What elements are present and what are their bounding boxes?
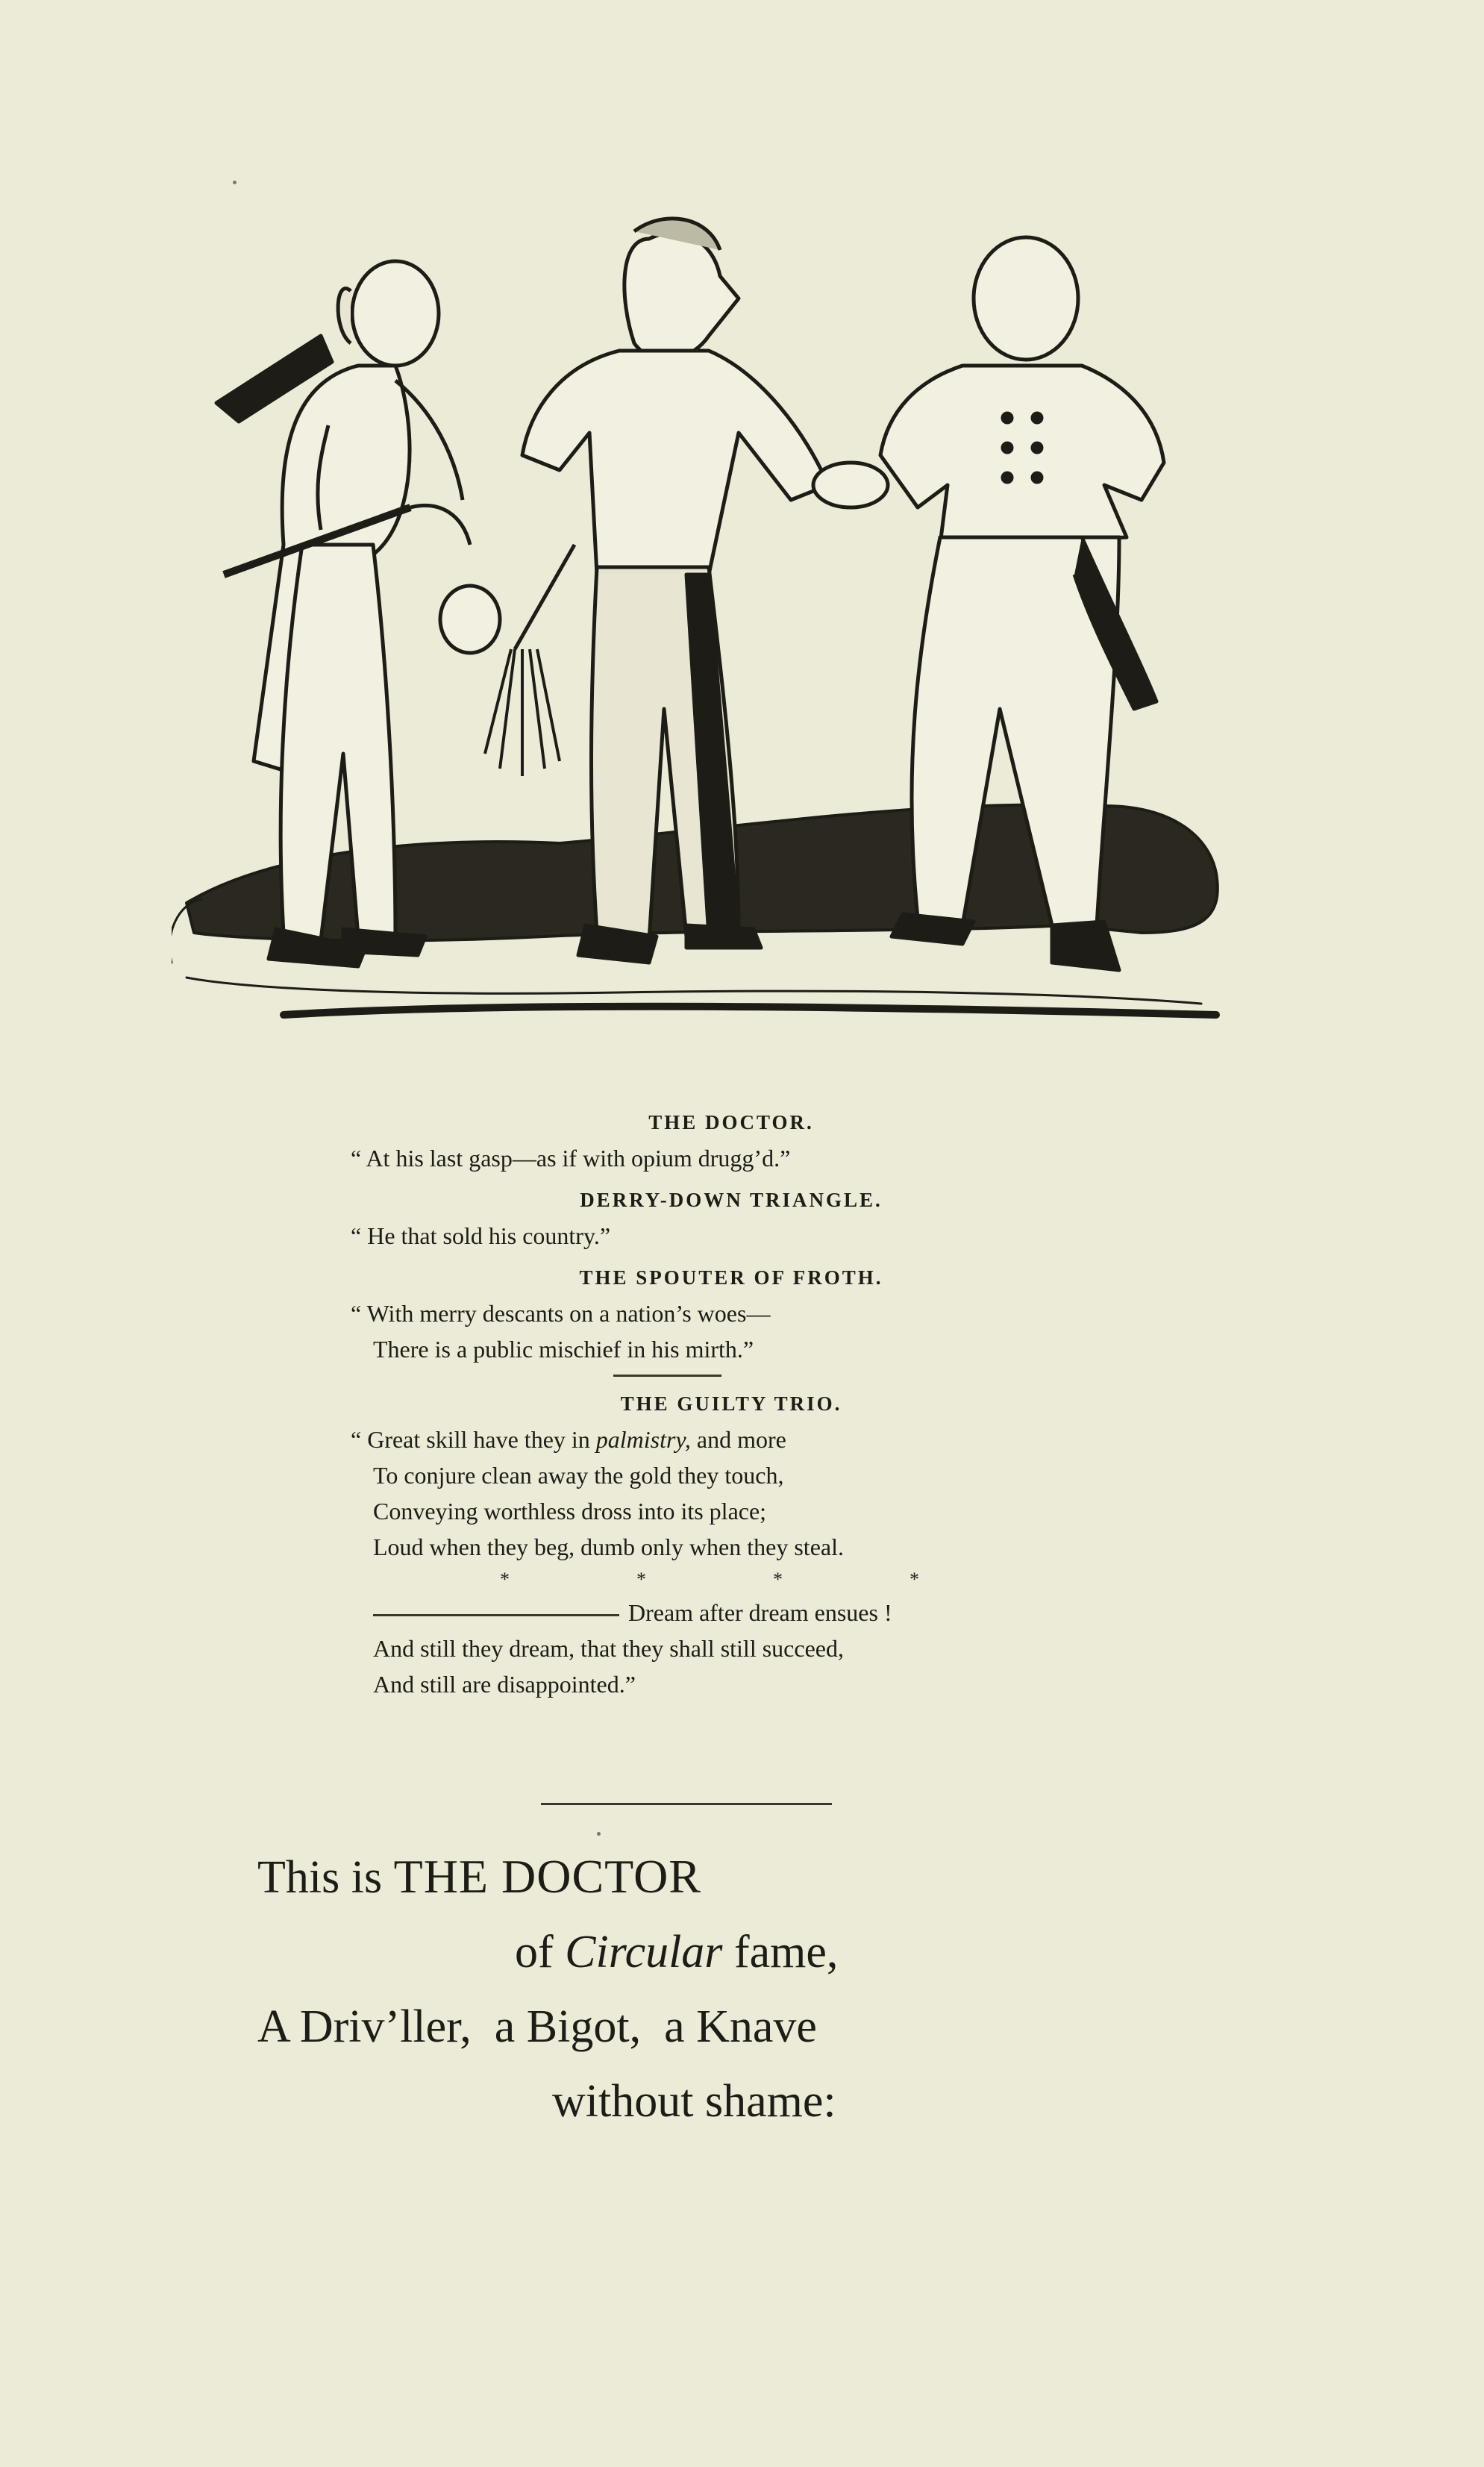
section-divider-rule xyxy=(541,1803,832,1805)
caption-heading: DERRY-DOWN TRIANGLE. xyxy=(580,1189,883,1211)
caption-quote-line: “ At his last gasp—as if with opium drugg’d.” xyxy=(351,1145,791,1172)
trio-line1-start: “ Great skill have they in xyxy=(351,1426,596,1453)
asterisk: * xyxy=(773,1569,783,1590)
illustration-three-figures xyxy=(172,187,1246,1067)
trio-line1-emphasis: palmistry, xyxy=(595,1426,691,1453)
verse-line xyxy=(257,1839,1227,1915)
caption-block xyxy=(351,1104,1022,1702)
asterisk: * xyxy=(500,1569,510,1590)
verse-line2-emphasis: Circular xyxy=(565,1927,723,1977)
trio-line1-end: and more xyxy=(690,1426,786,1453)
trio-quote-line: Loud when they beg, dumb only when they steal. xyxy=(373,1533,844,1560)
verse-line2-start: of xyxy=(515,1927,566,1977)
caption-quote-line: There is a public mischief in his mirth.” xyxy=(373,1336,754,1363)
trio-quote-line: Conveying worthless dross into its place; xyxy=(373,1498,767,1525)
asterisk: * xyxy=(636,1569,646,1590)
caption-the-doctor xyxy=(351,1104,1022,1176)
caption-quote-line: “ He that sold his country.” xyxy=(351,1222,611,1249)
trio-quote-line xyxy=(351,1422,1022,1457)
ground-hatching xyxy=(284,1007,1216,1015)
verse-line1-start: This is xyxy=(257,1852,394,1903)
caption-heading: THE SPOUTER OF FROTH. xyxy=(579,1266,883,1289)
verse-line: A Driv’ller, a Bigot, a Knave xyxy=(257,2001,817,2052)
caption-quote-line: “ With merry descants on a nation’s woes— xyxy=(351,1300,771,1327)
trio-quote-line xyxy=(351,1595,1022,1630)
verse-line1-caps: THE DOCTOR xyxy=(393,1850,701,1903)
trio-quote-line: And still they dream, that they shall still succeed, xyxy=(373,1635,844,1662)
printer-speck xyxy=(233,181,237,184)
trio-quote-line: And still are disappointed.” xyxy=(373,1671,636,1698)
verse-line: without shame: xyxy=(552,2076,836,2127)
em-dash-rule xyxy=(373,1614,619,1616)
trio-quote-line: To conjure clean away the gold they touch, xyxy=(373,1462,784,1489)
printer-speck xyxy=(597,1832,601,1836)
verse-stanza xyxy=(257,1839,1227,2139)
ellipsis-asterisks xyxy=(351,1565,1022,1595)
asterisk: * xyxy=(910,1569,919,1590)
caption-heading: THE DOCTOR. xyxy=(648,1111,814,1134)
verse-line2-end: fame, xyxy=(722,1927,839,1977)
caption-guilty-trio xyxy=(351,1386,1022,1702)
trio-line5: Dream after dream ensues ! xyxy=(628,1599,892,1626)
caption-spouter-of-froth xyxy=(351,1260,1022,1367)
caption-derry-down-triangle xyxy=(351,1182,1022,1254)
verse-line xyxy=(257,1915,1227,1989)
caption-heading: THE GUILTY TRIO. xyxy=(620,1392,842,1415)
divider-rule xyxy=(613,1375,721,1377)
